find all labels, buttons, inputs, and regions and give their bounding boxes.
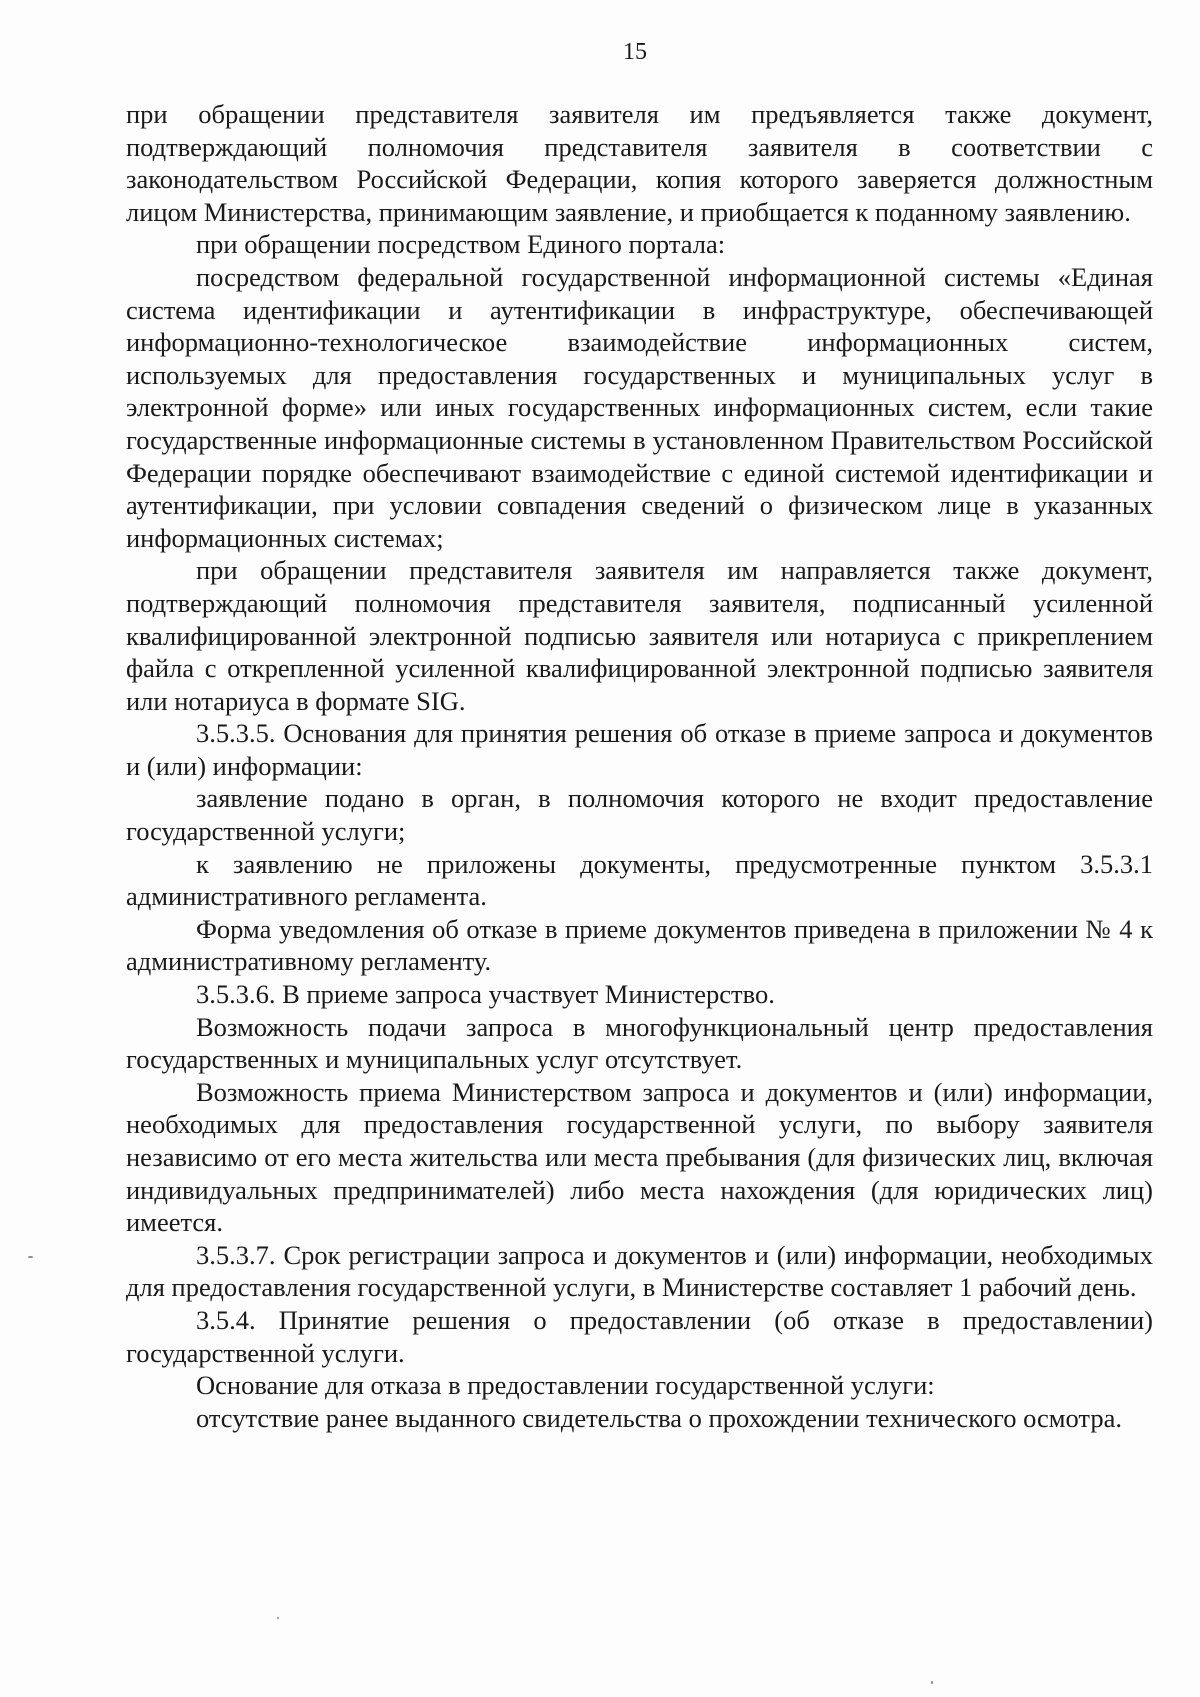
document-body (126, 98, 1153, 1434)
scan-speck (277, 1617, 279, 1619)
paragraph-3-5-4: 3.5.4. Принятие решения о предоставлении (об отказе в предоставлении) государственной услуги. (126, 1304, 1153, 1368)
paragraph-wrong-authority: заявление подано в орган, в полномочия которого не входит предоставление государственной услуги; (126, 783, 1153, 847)
paragraph-mfc: Возможность подачи запроса в многофункциональный центр предоставления государственных и муниципальных услуг отсутствует. (126, 1011, 1153, 1075)
paragraph-refusal-form: Форма уведомления об отказе в приеме документов приведена в приложении № 4 к административному регламенту. (126, 913, 1153, 977)
paragraph-extraterritorial: Возможность приема Министерством запроса и документов и (или) информации, необходимых для предоставления государственной услуги, по выбору заявителя независимо от его места жительства или места пребывания (для физических лиц, включая индивидуальных предпринимателей) либо места нахождения (для юридических лиц) имеется. (126, 1076, 1153, 1238)
paragraph-no-certificate: отсутствие ранее выданного свидетельства о прохождении технического осмотра. (196, 1402, 1122, 1433)
paragraph-3-5-3-7: 3.5.3.7. Срок регистрации запроса и документов и (или) информации, необходимых для предоставления государственной услуги, в Министерстве составляет 1 рабочий день. (126, 1239, 1153, 1303)
scan-speck (28, 1256, 33, 1258)
paragraph-unified-portal: при обращении посредством Единого портала: (196, 229, 726, 260)
paragraph-3-5-3-6: 3.5.3.6. В приеме запроса участвует Министерство. (196, 979, 775, 1010)
scan-speck (931, 1681, 933, 1684)
paragraph-representative-document: при обращении представителя заявителя им предъявляется также документ, подтверждающий полномочия представителя заявителя в соответствии с законодательством Российской Федерации, копия которого заверяется должностным лицом Министерства, принимающим заявление, и приобщается к поданному заявлению. (126, 99, 1153, 227)
paragraph-esia: посредством федеральной государственной информационной системы «Единая система идентификации и аутентификации в инфраструктуре, обеспечивающей информационно-технологическое взаимодействие информационных систем, используемых для предоставления государственных и муниципальных услуг в электронной форме» или иных государственных информационных систем, если такие государственные информационные системы в установленном Правительством Российской Федерации порядке обеспечивают взаимодействие с единой системой идентификации и аутентификации, при условии совпадения сведений о физическом лице в указанных информационных системах; (126, 261, 1153, 553)
page-number: 15 (623, 39, 647, 65)
paragraph-3-5-3-5: 3.5.3.5. Основания для принятия решения об отказе в приеме запроса и документов и (или) информации: (126, 718, 1153, 781)
paragraph-refusal-grounds: Основание для отказа в предоставлении государственной услуги: (196, 1370, 935, 1401)
paragraph-representative-signature: при обращении представителя заявителя им направляется также документ, подтверждающий полномочия представителя заявителя, подписанный усиленной квалифицированной электронной подписью заявителя или нотариуса с прикреплением файла с открепленной усиленной квалифицированной электронной подписью заявителя или нотариуса в формате SIG. (126, 555, 1153, 716)
paragraph-missing-documents: к заявлению не приложены документы, предусмотренные пунктом 3.5.3.1 административного регламента. (126, 848, 1153, 912)
